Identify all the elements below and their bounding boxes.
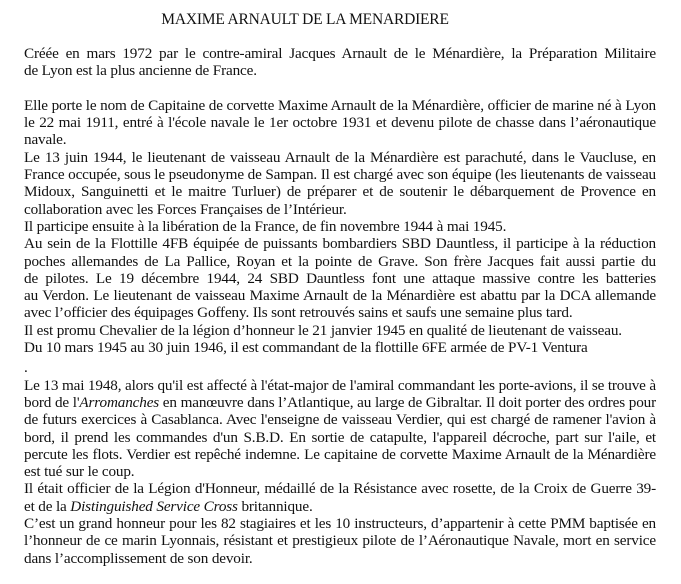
text-fragment: bord de l' — [24, 393, 80, 411]
text-line: bord, il prend les commandes d'un S.B.D. En sortie de catapulte, l'appareil décroche, part sur l'aile, et — [24, 428, 656, 446]
text-line: dans l’accomplissement de son devoir. — [24, 549, 253, 567]
text-line: France occupée, sous le pseudonyme de Sampan. Il est chargé avec son équipe (les lieutenants de vaisseau — [24, 166, 656, 184]
text-line: Le 13 juin 1944, le lieutenant de vaisseau Arnault de la Ménardière est parachuté, dans le Vaucluse, en — [24, 148, 656, 166]
text-line: Créée en mars 1972 par le contre-amiral Jacques Arnault de le Ménardière, la Préparation Militaire — [24, 45, 656, 62]
text-line: de Lyon est la plus ancienne de France. — [24, 62, 257, 80]
text-line: de futurs exercices à Casablanca. Avec l'enseigne de vaisseau Verdier, qui est chargé de ramener l'avion à — [24, 411, 656, 429]
text-line: Le 13 mai 1948, alors qu'il est affecté à l'état-major de l'amiral commandant les porte-avions, il se trouve à — [24, 376, 656, 394]
document-title: MAXIME ARNAULT DE LA MENARDIERE — [161, 11, 449, 28]
text-line: poches allemandes de La Pallice, Royan et la pointe de Grave. Son frère Jacques fait aussi partie du — [24, 252, 656, 270]
award-name-italic: Distinguished Service Cross — [70, 497, 238, 515]
text-line: C’est un grand honneur pour les 82 stagiaires et les 10 instructeurs, d’appartenir à cette PMM baptisée en — [24, 515, 656, 533]
document-body — [24, 45, 656, 567]
text-line — [24, 498, 656, 515]
ship-name-italic: Arromanches — [79, 393, 160, 411]
text-fragment: britannique. — [237, 497, 313, 515]
paragraph-biography — [24, 97, 656, 356]
text-line: Midoux, Sanguinetti et le maitre Turluer) de préparer et de soutenir le débarquement de Provence en — [24, 183, 656, 201]
text-line: Il était officier de la Légion d'Honneur, médaillé de la Résistance avec rosette, de la Croix de Guerre 39- — [24, 480, 656, 498]
text-line: Elle porte le nom de Capitaine de corvette Maxime Arnault de la Ménardière, officier de marine né à Lyon — [24, 96, 656, 114]
text-line: Il est promu Chevalier de la légion d’honneur le 21 janvier 1945 en qualité de lieutenant de vaisseau. — [24, 321, 622, 339]
text-fragment: et de la — [24, 497, 71, 515]
text-line: Au sein de la Flottille 4FB équipée de puissants bombardiers SBD Dauntless, il participe à la réduction — [24, 235, 656, 253]
text-line — [24, 394, 656, 411]
text-line: avec l’officier des équipages Goffeny. Ils sont retrouvés sains et saufs une semaine plus tard. — [24, 304, 573, 322]
text-line: au Verdon. Le lieutenant de vaisseau Maxime Arnault de la Ménardière est abattu par la DCA allemande — [24, 287, 656, 305]
text-fragment: en manœuvre dans l’Atlantique, au large de Gibraltar. Il doit porter des ordres pour — [159, 393, 656, 411]
text-line: le 22 mai 1911, entré à l'école navale le 1er octobre 1931 et devenu pilote de chasse dans l’aéronautique — [24, 114, 656, 132]
paragraph-death — [24, 377, 656, 567]
text-line: Il participe ensuite à la libération de la France, de fin novembre 1944 à mai 1945. — [24, 217, 507, 235]
text-line: navale. — [24, 131, 67, 149]
paragraph-founding — [24, 45, 656, 80]
paragraph-gap — [24, 80, 656, 97]
text-line: de pilotes. Le 19 décembre 1944, 24 SBD Dauntless font une attaque massive contre les batteries — [24, 269, 656, 287]
text-line: Du 10 mars 1945 au 30 juin 1946, il est commandant de la flottille 6FE armée de PV-1 Ventura — [24, 339, 588, 357]
text-line: collaboration avec les Forces Françaises de l’Intérieur. — [24, 200, 347, 218]
text-line: percute les flots. Verdier est repêché indemne. Le capitaine de corvette Maxime Arnault de la Ménardière — [24, 445, 656, 463]
text-line: l’honneur de ce marin Lyonnais, résistant et prestigieux pilote de l’Aéronautique Navale, mort en service — [24, 532, 656, 550]
stray-period: . — [24, 359, 28, 377]
text-line: est tué sur le coup. — [24, 463, 135, 481]
